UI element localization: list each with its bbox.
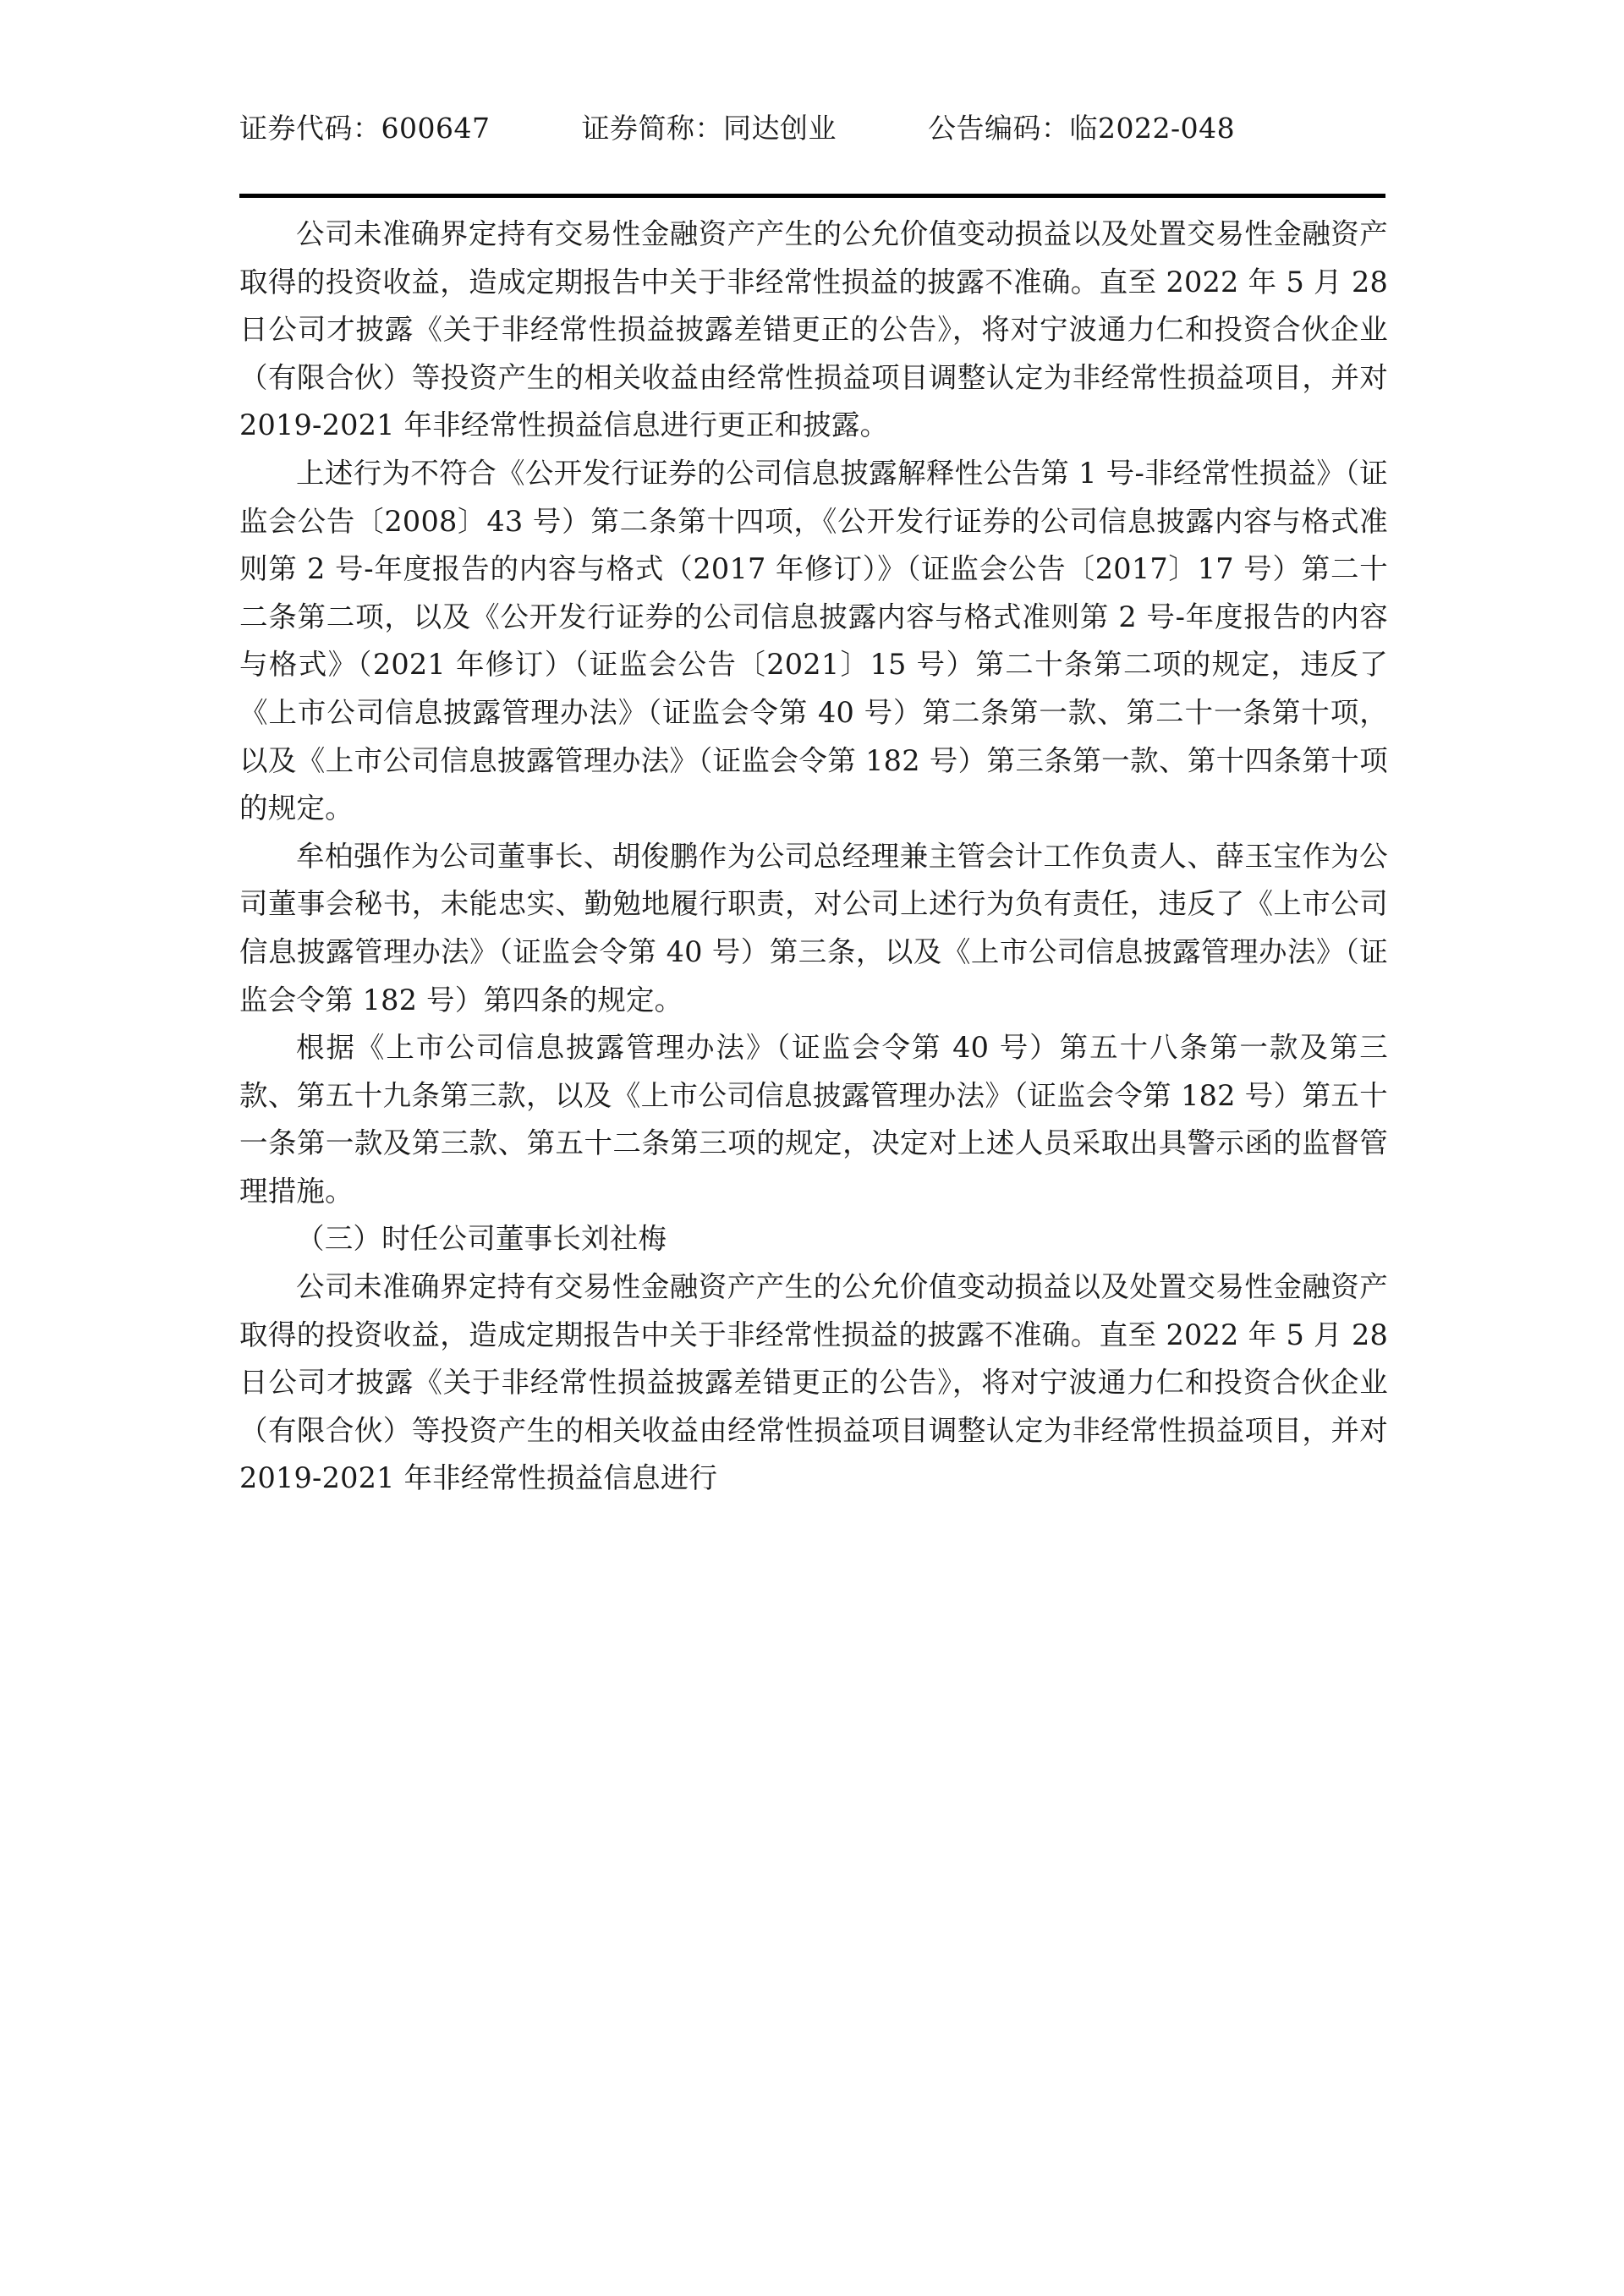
paragraph-disclosure-error: 公司未准确界定持有交易性金融资产产生的公允价值变动损益以及处置交易性金融资产取得的投资收益，造成定期报告中关于非经常性损益的披露不准确。直至 2022 年 5 月 28 日公司才披露《关于非经常性损益披露差错更正的公告》，将对宁波通力仁和投资合伙企业（有限合伙）等投资产生的相关收益由经常性损益项目调整认定为非经常性损益项目，并对 2019-2021 年非经常性损益信息进行更正和披露。 bbox=[239, 217, 1388, 442]
announcement-number: 公告编码：临2022-048 bbox=[927, 112, 1236, 145]
paragraph-responsible-officers: 牟柏强作为公司董事长、胡俊鹏作为公司总经理兼主管会计工作负责人、薛玉宝作为公司董事会秘书，未能忠实、勤勉地履行职责，对公司上述行为负有责任，违反了《上市公司信息披露管理办法》（证监会令第 40 号）第三条，以及《上市公司信息披露管理办法》（证监会令第 182 号）第四条的规定。 bbox=[239, 839, 1388, 1016]
security-name: 证券简称：同达创业 bbox=[581, 112, 837, 145]
paragraph-regulation-violations: 上述行为不符合《公开发行证券的公司信息披露解释性公告第 1 号-非经常性损益》（证监会公告〔2008〕43 号）第二条第十四项，《公开发行证券的公司信息披露内容与格式准则第 2 号-年度报告的内容与格式（2017 年修订）》（证监会公告〔2017〕17 号）第二十二条第二项，以及《公开发行证券的公司信息披露内容与格式准则第 2 号-年度报告的内容与格式》（2021 年修订）（证监会公告〔2021〕15 号）第二十条第二项的规定，违反了《上市公司信息披露管理办法》（证监会令第 40 号）第二条第一款、第二十一条第十项，以及《上市公司信息披露管理办法》（证监会令第 182 号）第三条第一款、第十四条第十项的规定。 bbox=[239, 456, 1388, 825]
paragraph-disclosure-error-repeat: 公司未准确界定持有交易性金融资产产生的公允价值变动损益以及处置交易性金融资产取得的投资收益，造成定期报告中关于非经常性损益的披露不准确。直至 2022 年 5 月 28 日公司才披露《关于非经常性损益披露差错更正的公告》，将对宁波通力仁和投资合伙企业（有限合伙）等投资产生的相关收益由经常性损益项目调整认定为非经常性损益项目，并对 2019-2021 年非经常性损益信息进行 bbox=[239, 1270, 1388, 1495]
section-heading-former-chairman: （三）时任公司董事长刘社梅 bbox=[296, 1222, 667, 1256]
document-body bbox=[239, 211, 1388, 1503]
page-header bbox=[239, 107, 1385, 146]
header-divider bbox=[239, 194, 1385, 198]
paragraph-measures-decision: 根据《上市公司信息披露管理办法》（证监会令第 40 号）第五十八条第一款及第三款、第五十九条第三款，以及《上市公司信息披露管理办法》（证监会令第 182 号）第五十一条第一款及第三款、第五十二条第三项的规定，决定对上述人员采取出具警示函的监督管理措施。 bbox=[239, 1031, 1388, 1208]
security-code: 证券代码：600647 bbox=[239, 112, 491, 145]
